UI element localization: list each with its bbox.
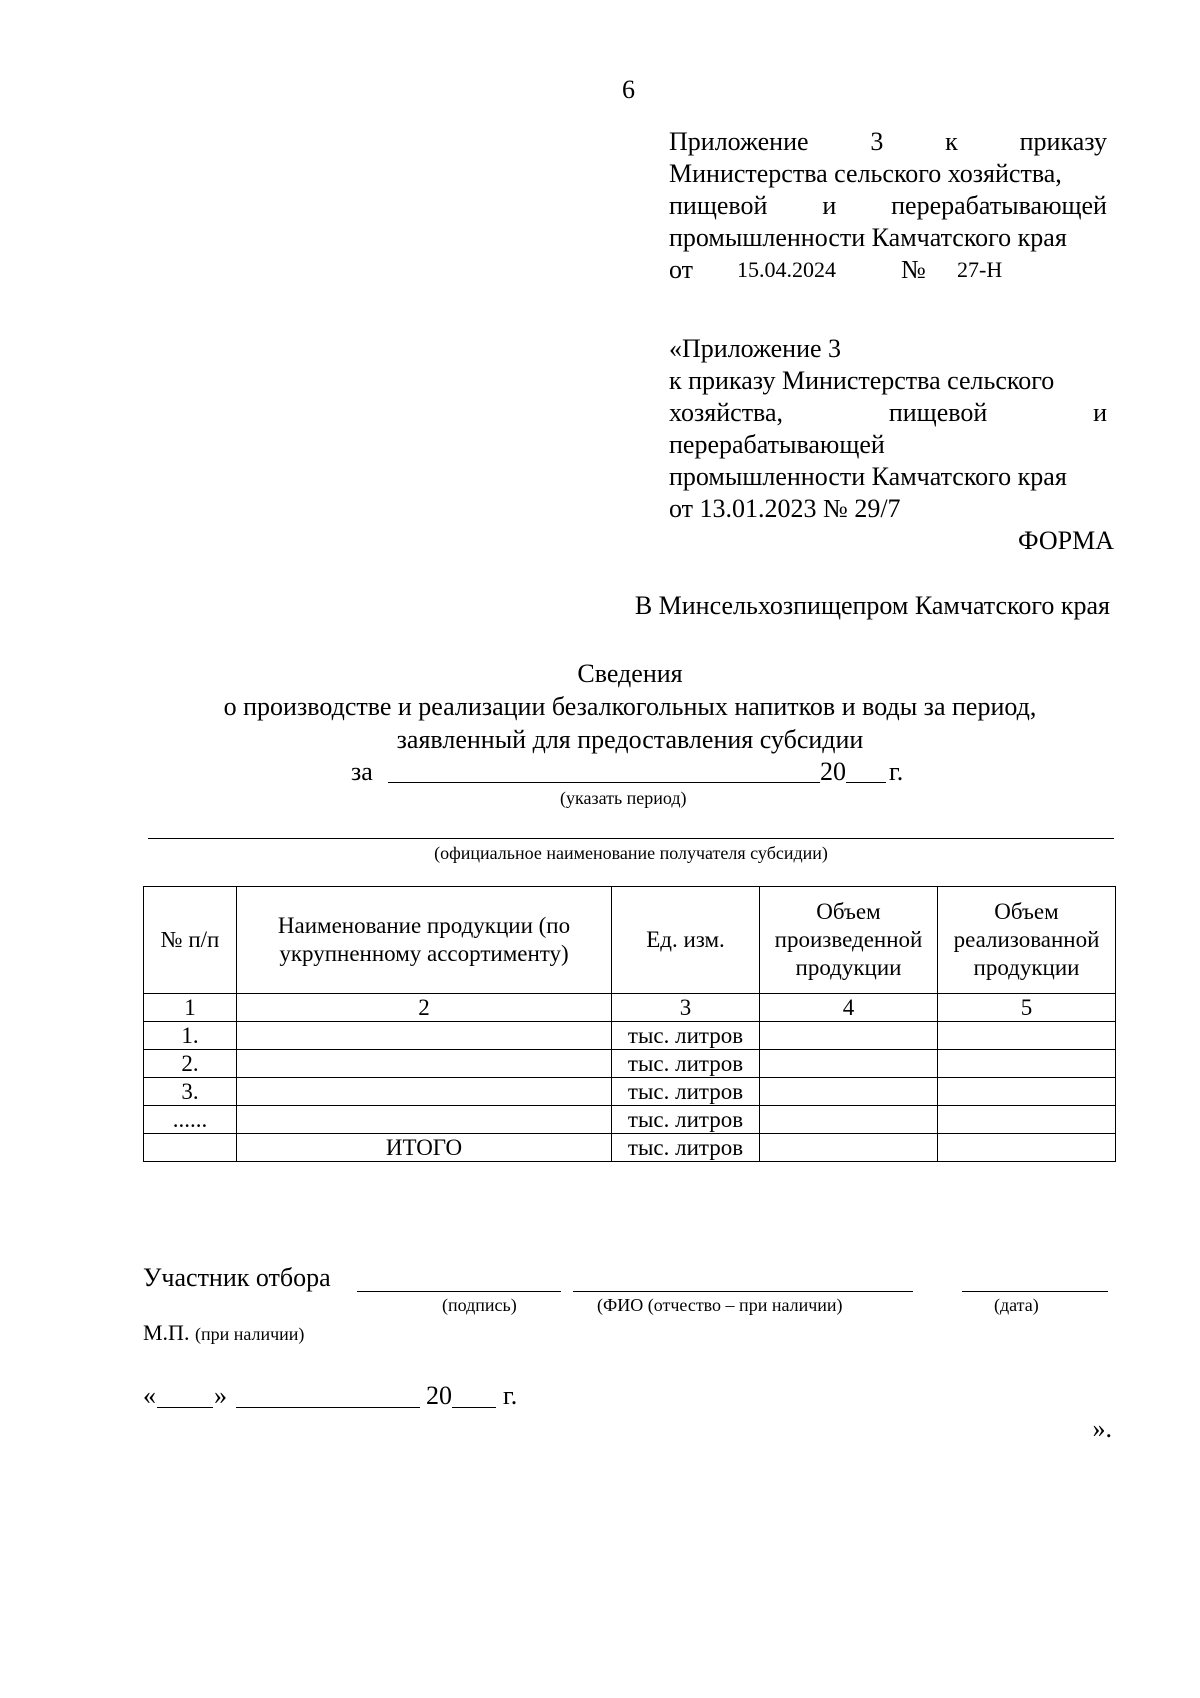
month-blank[interactable]: [236, 1407, 420, 1408]
sold-volume-cell[interactable]: [938, 1078, 1116, 1106]
name-hint: (ФИО (отчество – при наличии): [597, 1295, 843, 1315]
row-number: 2.: [144, 1050, 237, 1078]
appendix-header-line-3: [669, 190, 1107, 222]
appendix-header: [669, 126, 1107, 286]
produced-volume-total-cell[interactable]: [760, 1134, 938, 1162]
order-from-label: от: [669, 255, 694, 284]
sold-volume-cell[interactable]: [938, 1022, 1116, 1050]
unit-cell: тыс. литров: [612, 1134, 760, 1162]
unit-cell: тыс. литров: [612, 1022, 760, 1050]
period-prefix: за: [351, 757, 373, 786]
quoted-appendix-line-6: от 13.01.2023 № 29/7: [669, 494, 901, 523]
date-close-quote: »: [214, 1381, 227, 1410]
closing-quote: ».: [1092, 1414, 1112, 1443]
column-number-row: [144, 994, 1116, 1022]
table-total-row: [144, 1134, 1116, 1162]
appendix-word: перерабатывающей: [891, 191, 1107, 220]
quoted-appendix-line-3: [669, 397, 1107, 429]
produced-volume-cell[interactable]: [760, 1022, 938, 1050]
unit-cell: тыс. литров: [612, 1078, 760, 1106]
appendix-word: к: [945, 127, 958, 156]
appendix-header-line-5: [669, 254, 1107, 286]
sold-volume-cell[interactable]: [938, 1106, 1116, 1134]
name-blank[interactable]: [573, 1291, 913, 1292]
order-number-sign: №: [901, 255, 926, 284]
form-label: ФОРМА: [1018, 526, 1114, 555]
column-number: 4: [760, 994, 938, 1022]
recipient-blank[interactable]: [148, 838, 1114, 839]
stamp-label: М.П.: [143, 1320, 190, 1345]
participant-label: Участник отбора: [143, 1263, 331, 1292]
total-label: ИТОГО: [237, 1134, 612, 1162]
signature-blank[interactable]: [357, 1291, 561, 1292]
document-subtitle-1: о производстве и реализации безалкогольных напитков и воды за период,: [223, 692, 1037, 721]
unit-cell: тыс. литров: [612, 1050, 760, 1078]
date-hint: (дата): [994, 1295, 1039, 1315]
appendix-header-line-4: промышленности Камчатского края: [669, 223, 1067, 252]
row-number: 1.: [144, 1022, 237, 1050]
order-date: 15.04.2024: [737, 257, 836, 282]
sold-volume-total-cell[interactable]: [938, 1134, 1116, 1162]
appendix-word: пищевой: [669, 191, 768, 220]
date-open-quote: «: [143, 1381, 156, 1410]
column-number: 5: [938, 994, 1116, 1022]
period-suffix: г.: [889, 757, 904, 786]
table-row: [144, 1022, 1116, 1050]
header-sold-volume: Объем реализованной продукции: [938, 887, 1116, 994]
quoted-appendix-line-5: промышленности Камчатского края: [669, 462, 1067, 491]
quoted-word: хозяйства,: [669, 398, 784, 427]
appendix-word: приказу: [1019, 127, 1107, 156]
signature-hint: (подпись): [442, 1295, 517, 1315]
document-title: Сведения: [577, 659, 683, 688]
header-produced-volume: Объем произведенной продукции: [760, 887, 938, 994]
appendix-word: и: [822, 191, 837, 220]
table-row: [144, 1078, 1116, 1106]
column-number: 3: [612, 994, 760, 1022]
period-year-blank[interactable]: [846, 782, 886, 783]
quoted-word: пищевой: [888, 398, 988, 427]
stamp-block: [143, 1320, 304, 1347]
page-number: 6: [622, 75, 635, 104]
addressee: В Минсельхозпищепром Камчатского края: [634, 591, 1110, 620]
stamp-hint: (при наличии): [194, 1324, 305, 1344]
product-name-cell[interactable]: [237, 1106, 612, 1134]
date-blank[interactable]: [962, 1291, 1108, 1292]
appendix-header-line-2: Министерства сельского хозяйства,: [669, 159, 1062, 188]
row-number: ......: [144, 1106, 237, 1134]
quoted-appendix-line-2: к приказу Министерства сельского: [669, 366, 1055, 395]
header-unit: Ед. изм.: [612, 887, 760, 994]
quoted-word: и: [1093, 398, 1107, 427]
appendix-word: Приложение: [669, 127, 809, 156]
header-number: № п/п: [144, 887, 237, 994]
period-hint: (указать период): [560, 788, 687, 808]
column-number: 1: [144, 994, 237, 1022]
product-name-cell[interactable]: [237, 1078, 612, 1106]
period-year: 20: [820, 757, 846, 786]
quoted-appendix-line-1: «Приложение 3: [669, 334, 842, 363]
product-name-cell[interactable]: [237, 1022, 612, 1050]
row-number: 3.: [144, 1078, 237, 1106]
sold-volume-cell[interactable]: [938, 1050, 1116, 1078]
quoted-appendix-line-4: перерабатывающей: [669, 430, 885, 459]
produced-volume-cell[interactable]: [760, 1050, 938, 1078]
table-row: [144, 1050, 1116, 1078]
appendix-header-line-1: [669, 126, 1107, 158]
year-blank[interactable]: [452, 1407, 496, 1408]
quoted-appendix: [669, 333, 1107, 525]
date-year: 20: [426, 1381, 452, 1410]
document-subtitle-2: заявленный для предоставления субсидии: [396, 725, 864, 754]
production-table: [143, 886, 1116, 1162]
day-blank[interactable]: [157, 1407, 213, 1408]
period-blank[interactable]: [388, 782, 820, 783]
unit-cell: тыс. литров: [612, 1106, 760, 1134]
table-header-row: [144, 887, 1116, 994]
produced-volume-cell[interactable]: [760, 1078, 938, 1106]
row-number: [144, 1134, 237, 1162]
product-name-cell[interactable]: [237, 1050, 612, 1078]
order-number: 27-Н: [957, 257, 1003, 282]
table-row: [144, 1106, 1116, 1134]
appendix-word: 3: [870, 127, 884, 156]
column-number: 2: [237, 994, 612, 1022]
recipient-hint: (официальное наименование получателя субсидии): [434, 843, 828, 863]
produced-volume-cell[interactable]: [760, 1106, 938, 1134]
header-product-name: Наименование продукции (по укрупненному ассортименту): [237, 887, 612, 994]
date-suffix: г.: [503, 1381, 518, 1410]
